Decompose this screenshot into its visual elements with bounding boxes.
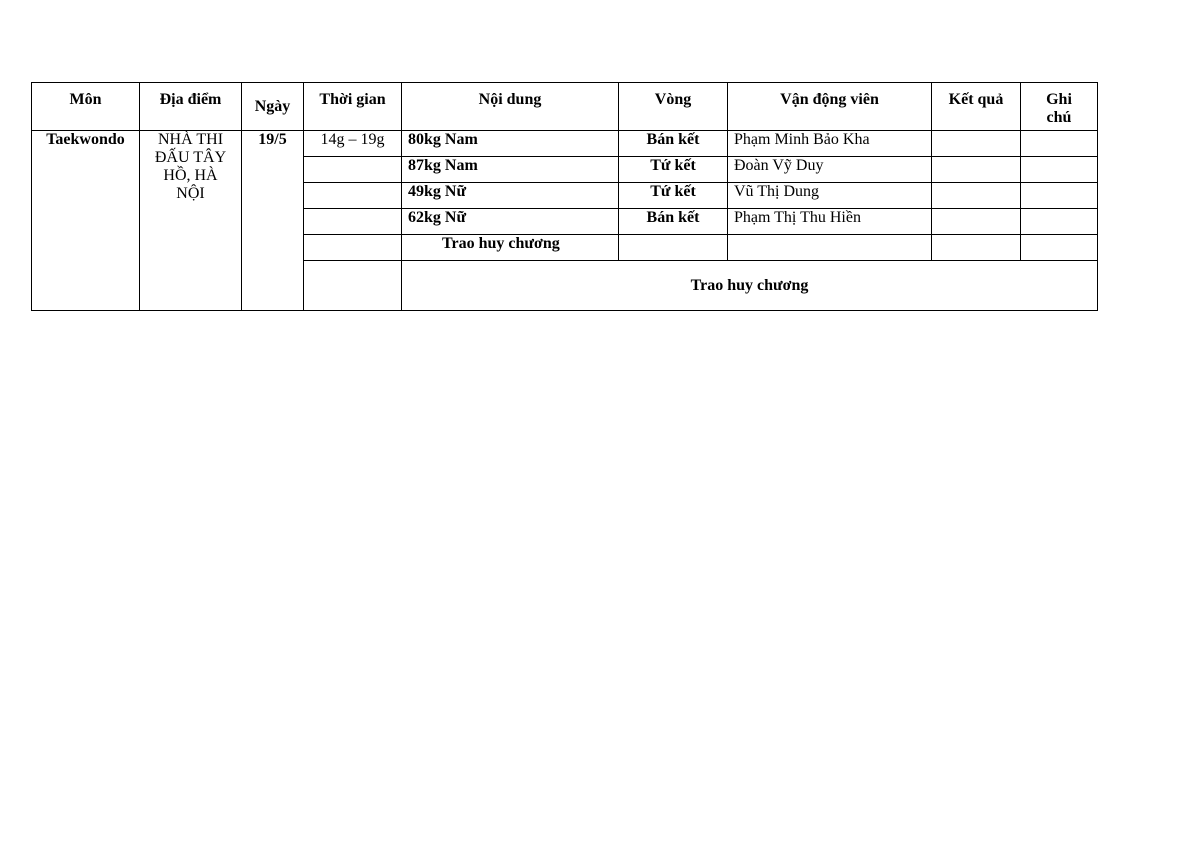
athlete-cell: Đoàn Vỹ Duy [728, 157, 932, 183]
content-cell: 87kg Nam [402, 157, 619, 183]
round-cell: Tứ kết [619, 183, 728, 209]
header-content: Nội dung [402, 83, 619, 131]
sport-cell: Taekwondo [32, 131, 140, 311]
result-cell [932, 235, 1021, 261]
note-cell [1021, 235, 1098, 261]
note-cell [1021, 209, 1098, 235]
competition-schedule-table [31, 82, 1098, 311]
result-cell [932, 209, 1021, 235]
time-cell: 14g – 19g [304, 131, 402, 157]
venue-cell: NHÀ THI ĐẤU TÂY HỒ, HÀ NỘI [140, 131, 242, 311]
header-result: Kết quả [932, 83, 1021, 131]
result-cell [932, 183, 1021, 209]
athlete-cell [728, 235, 932, 261]
header-venue: Địa điểm [140, 83, 242, 131]
athlete-cell: Phạm Minh Bảo Kha [728, 131, 932, 157]
header-note: Ghi chú [1021, 83, 1098, 131]
date-cell: 19/5 [242, 131, 304, 311]
header-row [32, 83, 1098, 131]
header-time: Thời gian [304, 83, 402, 131]
round-cell: Bán kết [619, 131, 728, 157]
round-cell: Tứ kết [619, 157, 728, 183]
medal-ceremony-label: Trao huy chương [402, 261, 1098, 311]
time-cell [304, 261, 402, 311]
header-athlete: Vận động viên [728, 83, 932, 131]
time-cell [304, 183, 402, 209]
content-cell: 62kg Nữ [402, 209, 619, 235]
round-cell [619, 235, 728, 261]
time-cell [304, 209, 402, 235]
athlete-cell: Vũ Thị Dung [728, 183, 932, 209]
medal-ceremony-label: Trao huy chương [402, 235, 619, 261]
content-cell: 49kg Nữ [402, 183, 619, 209]
header-date: Ngày [242, 83, 304, 131]
header-round: Vòng [619, 83, 728, 131]
content-cell: 80kg Nam [402, 131, 619, 157]
note-cell [1021, 183, 1098, 209]
result-cell [932, 131, 1021, 157]
note-cell [1021, 157, 1098, 183]
round-cell: Bán kết [619, 209, 728, 235]
header-sport: Môn [32, 83, 140, 131]
time-cell [304, 235, 402, 261]
time-cell [304, 157, 402, 183]
table-row [32, 131, 1098, 157]
result-cell [932, 157, 1021, 183]
athlete-cell: Phạm Thị Thu Hiền [728, 209, 932, 235]
note-cell [1021, 131, 1098, 157]
